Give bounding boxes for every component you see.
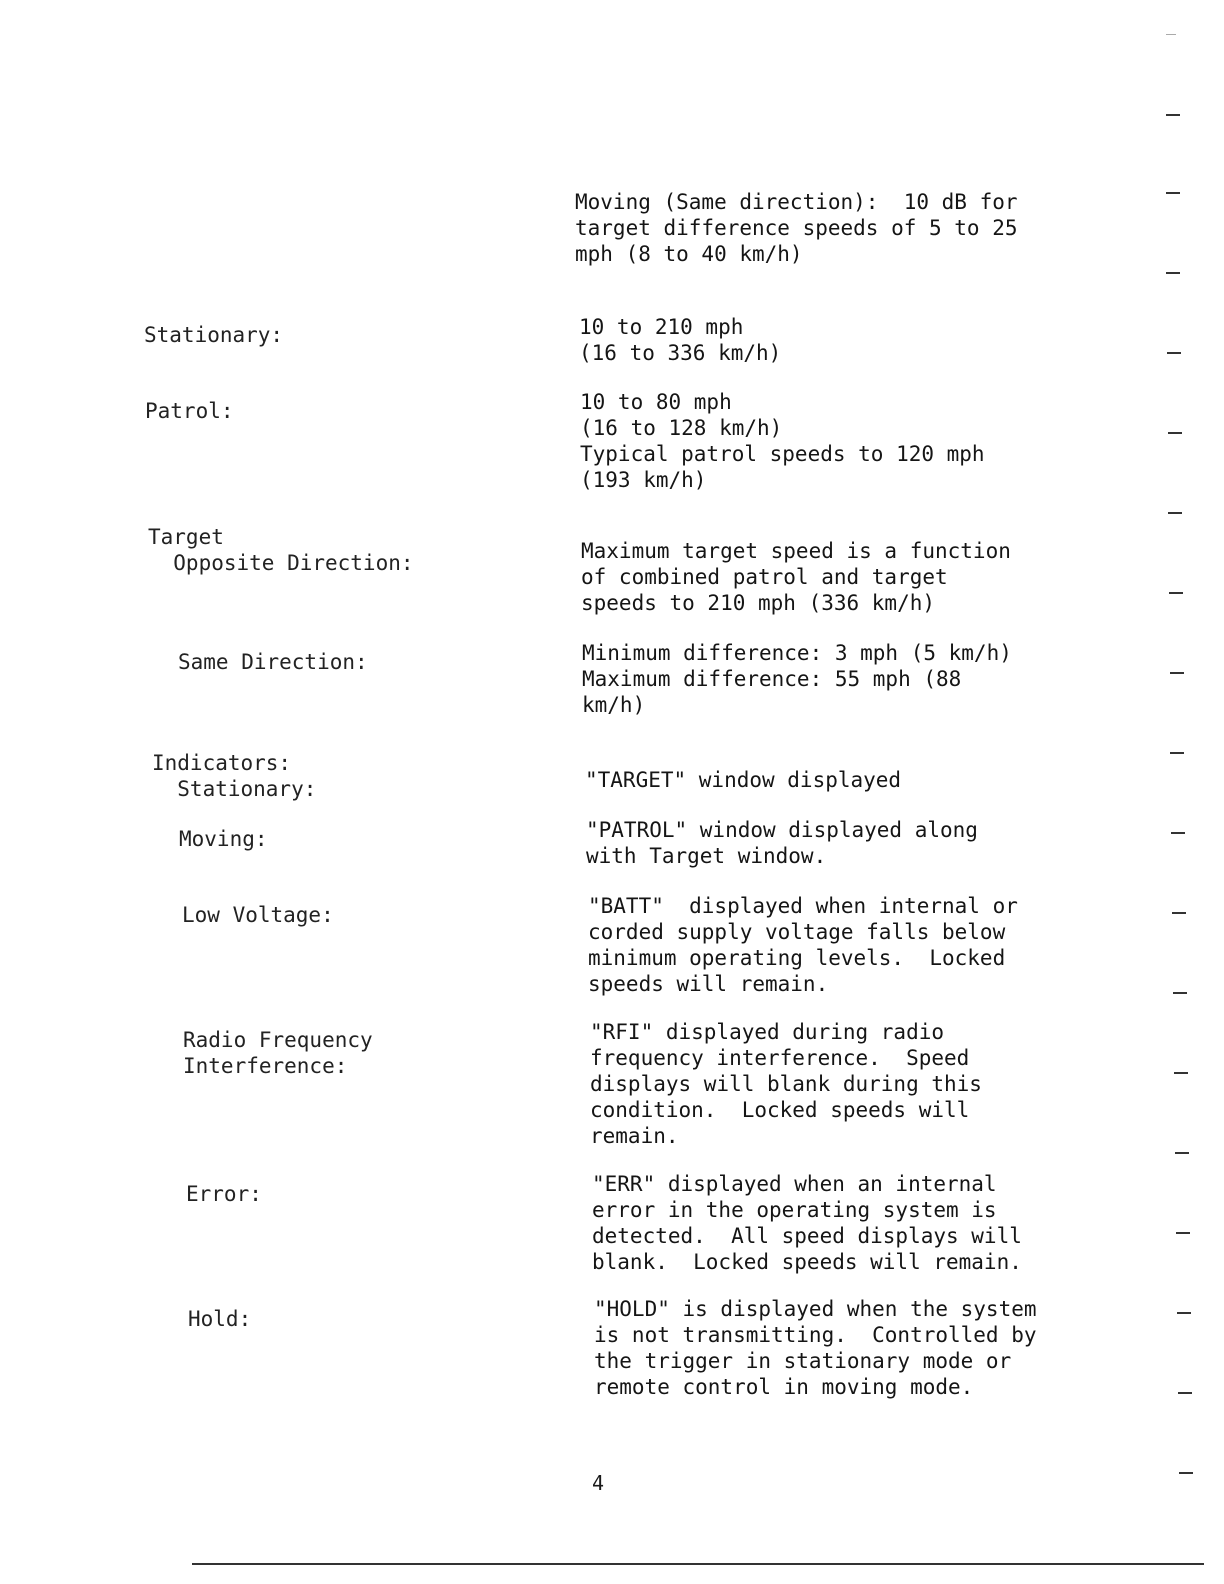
scan-margin-mark (1175, 1152, 1189, 1154)
spec-description-error: "ERR" displayed when an internal error in the operating system is detected. All speed displays will blank. Locked speeds will remain. (592, 1172, 1022, 1274)
spec-description-patrol: 10 to 80 mph (16 to 128 km/h) Typical patrol speeds to 120 mph (193 km/h) (580, 390, 985, 492)
spec-description-indicator-stationary: "TARGET" window displayed (585, 768, 902, 792)
page-number: 4 (592, 1471, 605, 1495)
scan-margin-mark (1177, 1312, 1191, 1314)
spec-description-rfi: "RFI" displayed during radio frequency interference. Speed displays will blank during this condition. Locked speeds will remain. (590, 1020, 982, 1148)
scan-margin-mark (1167, 352, 1181, 354)
spec-label-indicators-stationary: Indicators: Stationary: (152, 751, 317, 801)
spec-label-same-direction: Same Direction: (178, 650, 368, 674)
spec-label-target-opposite-direction: Target Opposite Direction: (148, 525, 414, 575)
scan-margin-mark (1166, 34, 1176, 35)
scan-margin-mark (1166, 192, 1180, 194)
scan-margin-mark (1166, 114, 1180, 116)
scan-margin-mark (1174, 1072, 1188, 1074)
scan-margin-mark (1178, 1392, 1192, 1394)
scan-margin-mark (1169, 592, 1183, 594)
spec-description-stationary: 10 to 210 mph (16 to 336 km/h) (579, 315, 782, 365)
scan-margin-mark (1179, 1472, 1193, 1474)
scan-margin-mark (1176, 1232, 1190, 1234)
scan-margin-mark (1168, 512, 1182, 514)
spec-description-opposite-direction: Maximum target speed is a function of combined patrol and target speeds to 210 mph (336 km/h) (581, 539, 1011, 615)
spec-label-hold: Hold: (188, 1307, 252, 1331)
spec-description-low-voltage: "BATT" displayed when internal or corded supply voltage falls below minimum operating levels. Locked speeds will remain. (588, 894, 1018, 996)
scan-margin-mark (1172, 912, 1186, 914)
scan-margin-mark (1170, 752, 1184, 754)
scan-margin-mark (1168, 432, 1182, 434)
scan-margin-mark (1173, 992, 1187, 994)
scan-margin-mark (1170, 672, 1184, 674)
spec-label-low-voltage: Low Voltage: (182, 903, 334, 927)
scan-margin-mark (1166, 272, 1180, 274)
spec-label-error: Error: (186, 1182, 262, 1206)
spec-description-same-direction: Minimum difference: 3 mph (5 km/h) Maximum difference: 55 mph (88 km/h) (582, 641, 1012, 717)
spec-description-hold: "HOLD" is displayed when the system is not transmitting. Controlled by the trigger in stationary mode or remote control in moving mode. (594, 1297, 1037, 1399)
scan-margin-mark (1171, 832, 1185, 834)
spec-label-patrol: Patrol: (145, 399, 234, 423)
spec-description-moving: "PATROL" window displayed along with Target window. (586, 818, 978, 868)
spec-label-radio-frequency-interference: Radio Frequency Interference: (183, 1028, 373, 1078)
page-bottom-edge-line (192, 1563, 1204, 1565)
spec-description-moving-same-direction: Moving (Same direction): 10 dB for target difference speeds of 5 to 25 mph (8 to 40 km/h) (575, 190, 1018, 266)
spec-label-moving: Moving: (179, 827, 268, 851)
spec-label-stationary: Stationary: (144, 323, 284, 347)
